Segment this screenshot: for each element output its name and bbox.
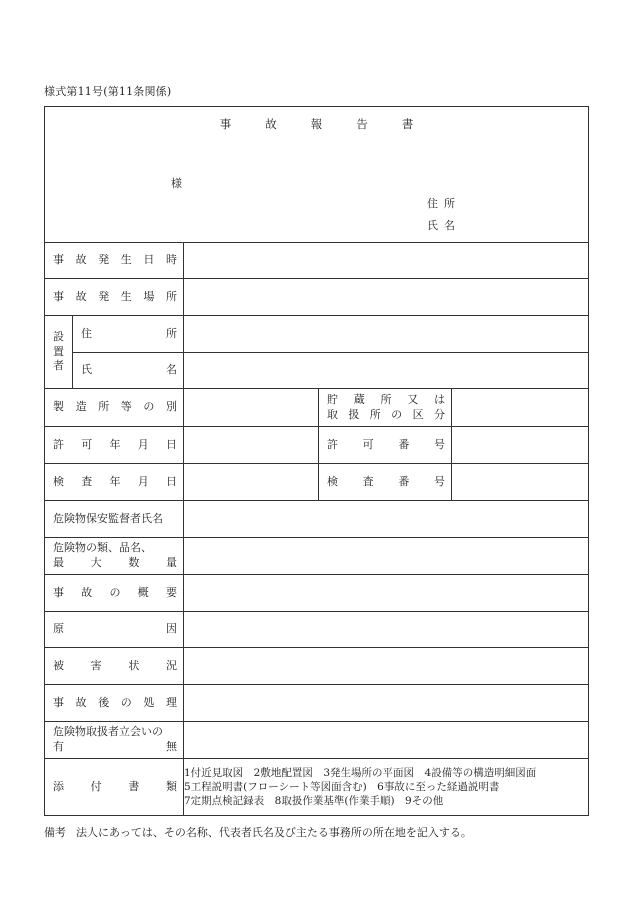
attachments-list bbox=[184, 759, 589, 816]
label-char: 場 bbox=[143, 289, 155, 303]
attachments-line-3: 7定期点検記録表 8取扱作業基準(作業手順) 9その他 bbox=[184, 795, 444, 808]
label-char: 所 bbox=[98, 400, 110, 414]
label-char: 可 bbox=[81, 437, 93, 451]
label-char: 況 bbox=[165, 658, 177, 672]
damage-label bbox=[45, 648, 184, 685]
attachments-line-1: 1付近見取図 2敷地配置図 3発生場所の平面図 4設備等の構造明細図面 bbox=[184, 766, 537, 779]
storage-category-field[interactable] bbox=[452, 389, 589, 427]
label-char: 日 bbox=[143, 253, 155, 267]
label-char: 害 bbox=[90, 658, 102, 672]
label-char: 故 bbox=[75, 289, 87, 303]
vertical-label-char: 者 bbox=[53, 359, 64, 373]
occurrence-place-label bbox=[45, 279, 184, 316]
permit-date-label bbox=[45, 427, 184, 464]
label-char: 貯 bbox=[327, 392, 338, 406]
storage-category-label bbox=[319, 389, 452, 427]
label-char: 号 bbox=[433, 437, 445, 451]
permit-number-label bbox=[319, 427, 452, 464]
label-char: 検 bbox=[53, 474, 64, 488]
attachments-line-2: 5工程説明書(フローシート等図面含む) 6事故に至った経過説明書 bbox=[184, 780, 500, 793]
cause-label bbox=[45, 612, 184, 648]
label-char: 無 bbox=[166, 740, 177, 753]
label-char: 製 bbox=[53, 400, 64, 414]
label-char: 故 bbox=[81, 585, 93, 599]
hazmat-info-label: 危険物の類、品名、 最 大 数 量 bbox=[45, 538, 184, 575]
installer-address-field[interactable] bbox=[184, 316, 589, 353]
label-char: 生 bbox=[120, 253, 132, 267]
label-char: 日 bbox=[166, 437, 177, 451]
label-char: 書 bbox=[128, 779, 140, 793]
installer-label bbox=[45, 316, 73, 389]
accident-summary-label bbox=[45, 575, 184, 612]
hazmat-info-field[interactable] bbox=[184, 538, 589, 575]
facility-type-field[interactable] bbox=[184, 389, 319, 427]
label-char: 事 bbox=[53, 253, 64, 267]
label-char: 住 bbox=[427, 197, 438, 210]
label-char: 区 bbox=[412, 407, 424, 421]
accident-report-form bbox=[44, 106, 589, 816]
label-char: 事 bbox=[53, 289, 64, 303]
label-char: 大 bbox=[90, 556, 102, 569]
label-char: 査 bbox=[362, 474, 374, 488]
label-char: 所 bbox=[444, 197, 455, 210]
cause-field[interactable] bbox=[184, 612, 589, 648]
form-header bbox=[45, 107, 589, 243]
label-char: 添 bbox=[53, 779, 64, 793]
label-char: 分 bbox=[433, 407, 445, 421]
handler-presence-label: 危険物取扱者立会いの 有 無 bbox=[45, 722, 184, 759]
label-char: 住 bbox=[81, 326, 92, 340]
label-char: 号 bbox=[433, 474, 445, 488]
label-char: 可 bbox=[362, 437, 374, 451]
label-char: の bbox=[120, 695, 132, 709]
installer-name-field[interactable] bbox=[184, 353, 589, 389]
label-char: 許 bbox=[327, 437, 338, 451]
label-char: 蔵 bbox=[353, 392, 365, 406]
occurrence-place-field[interactable] bbox=[184, 279, 589, 316]
post-accident-label bbox=[45, 685, 184, 722]
label-char: の bbox=[109, 585, 121, 599]
remarks-label: 備考 bbox=[44, 826, 66, 839]
label-char: 数 bbox=[128, 556, 140, 569]
installer-name-label bbox=[73, 353, 184, 389]
label-char: 日 bbox=[166, 474, 177, 488]
label-char: 名 bbox=[166, 363, 177, 377]
label-char: 発 bbox=[98, 289, 110, 303]
label-char: 事 bbox=[53, 695, 64, 709]
label-char: 被 bbox=[53, 658, 64, 672]
label-char: の bbox=[143, 400, 155, 414]
inspection-date-label bbox=[45, 464, 184, 501]
label-char: 造 bbox=[75, 400, 87, 414]
addressee-suffix: 様 bbox=[171, 177, 182, 190]
label-char: 故 bbox=[75, 695, 87, 709]
label-char: 報 bbox=[310, 117, 323, 131]
supervisor-name-field[interactable] bbox=[184, 501, 589, 538]
label-char: 取 bbox=[327, 407, 338, 421]
label-char: 所 bbox=[380, 392, 392, 406]
label-char: 概 bbox=[137, 585, 149, 599]
label-char: 所 bbox=[165, 289, 177, 303]
label-char: 扱 bbox=[348, 407, 360, 421]
label-char: 故 bbox=[75, 253, 87, 267]
label-char: 別 bbox=[165, 400, 177, 414]
occurrence-datetime-field[interactable] bbox=[184, 243, 589, 279]
label-char: 許 bbox=[53, 437, 64, 451]
vertical-label-char: 置 bbox=[53, 344, 64, 358]
label-char: 告 bbox=[356, 117, 368, 131]
label-char: 氏 bbox=[81, 363, 92, 377]
label-char: 月 bbox=[137, 474, 149, 488]
label-char: 要 bbox=[166, 585, 177, 599]
form-title bbox=[45, 117, 588, 133]
installer-address-label bbox=[73, 316, 184, 353]
label-char: 原 bbox=[53, 622, 64, 636]
label-char: 類 bbox=[165, 779, 177, 793]
reporter-name-label bbox=[427, 219, 455, 234]
label-char: 査 bbox=[81, 474, 93, 488]
label-char: 時 bbox=[165, 253, 177, 267]
label-char: 番 bbox=[398, 437, 410, 451]
supervisor-name-label: 危険物保安監督者氏名 bbox=[45, 501, 184, 538]
label-char: 等 bbox=[120, 400, 132, 414]
label-char: 名 bbox=[444, 219, 455, 232]
label-char: 状 bbox=[128, 658, 140, 672]
label-char: 又 bbox=[407, 392, 419, 406]
reporter-address-label bbox=[427, 197, 455, 212]
remarks bbox=[44, 824, 472, 840]
label-char: 因 bbox=[166, 622, 177, 636]
label-char: 量 bbox=[165, 556, 177, 569]
label-char: 付 bbox=[90, 779, 102, 793]
form-number: 様式第11号(第11条関係) bbox=[44, 85, 172, 98]
label-char: 検 bbox=[327, 474, 338, 488]
label-char: 月 bbox=[137, 437, 149, 451]
label-char: 書 bbox=[401, 117, 414, 131]
label-char: 番 bbox=[398, 474, 410, 488]
occurrence-datetime-label bbox=[45, 243, 184, 279]
vertical-label-char: 設 bbox=[53, 329, 64, 343]
inspection-number-field[interactable] bbox=[452, 464, 589, 501]
permit-number-field[interactable] bbox=[452, 427, 589, 464]
label-char: 年 bbox=[109, 474, 121, 488]
facility-type-label bbox=[45, 389, 184, 427]
post-accident-field[interactable] bbox=[184, 685, 589, 722]
label-char: 発 bbox=[98, 253, 110, 267]
label-char: 事 bbox=[219, 117, 232, 131]
label-char: 事 bbox=[53, 585, 64, 599]
label-char: 有 bbox=[53, 740, 64, 753]
label-char: 年 bbox=[109, 437, 121, 451]
label-char: 処 bbox=[143, 695, 155, 709]
label-char: 生 bbox=[120, 289, 132, 303]
damage-field[interactable] bbox=[184, 648, 589, 685]
label-char: 所 bbox=[369, 407, 381, 421]
label-char: 故 bbox=[265, 117, 277, 131]
label-char: 理 bbox=[165, 695, 177, 709]
label-char: の bbox=[391, 407, 403, 421]
handler-presence-field[interactable] bbox=[184, 722, 589, 759]
attachments-label bbox=[45, 759, 184, 816]
permit-date-field[interactable] bbox=[184, 427, 319, 464]
label-char: は bbox=[434, 392, 445, 406]
inspection-number-label bbox=[319, 464, 452, 501]
accident-summary-field[interactable] bbox=[184, 575, 589, 612]
label-char: 氏 bbox=[427, 219, 438, 232]
label-char: 所 bbox=[166, 326, 177, 340]
label-char: 後 bbox=[98, 695, 110, 709]
remarks-text: 法人にあっては、その名称、代表者氏名及び主たる事務所の所在地を記入する。 bbox=[76, 826, 472, 839]
inspection-date-field[interactable] bbox=[184, 464, 319, 501]
label-char: 最 bbox=[53, 556, 64, 569]
